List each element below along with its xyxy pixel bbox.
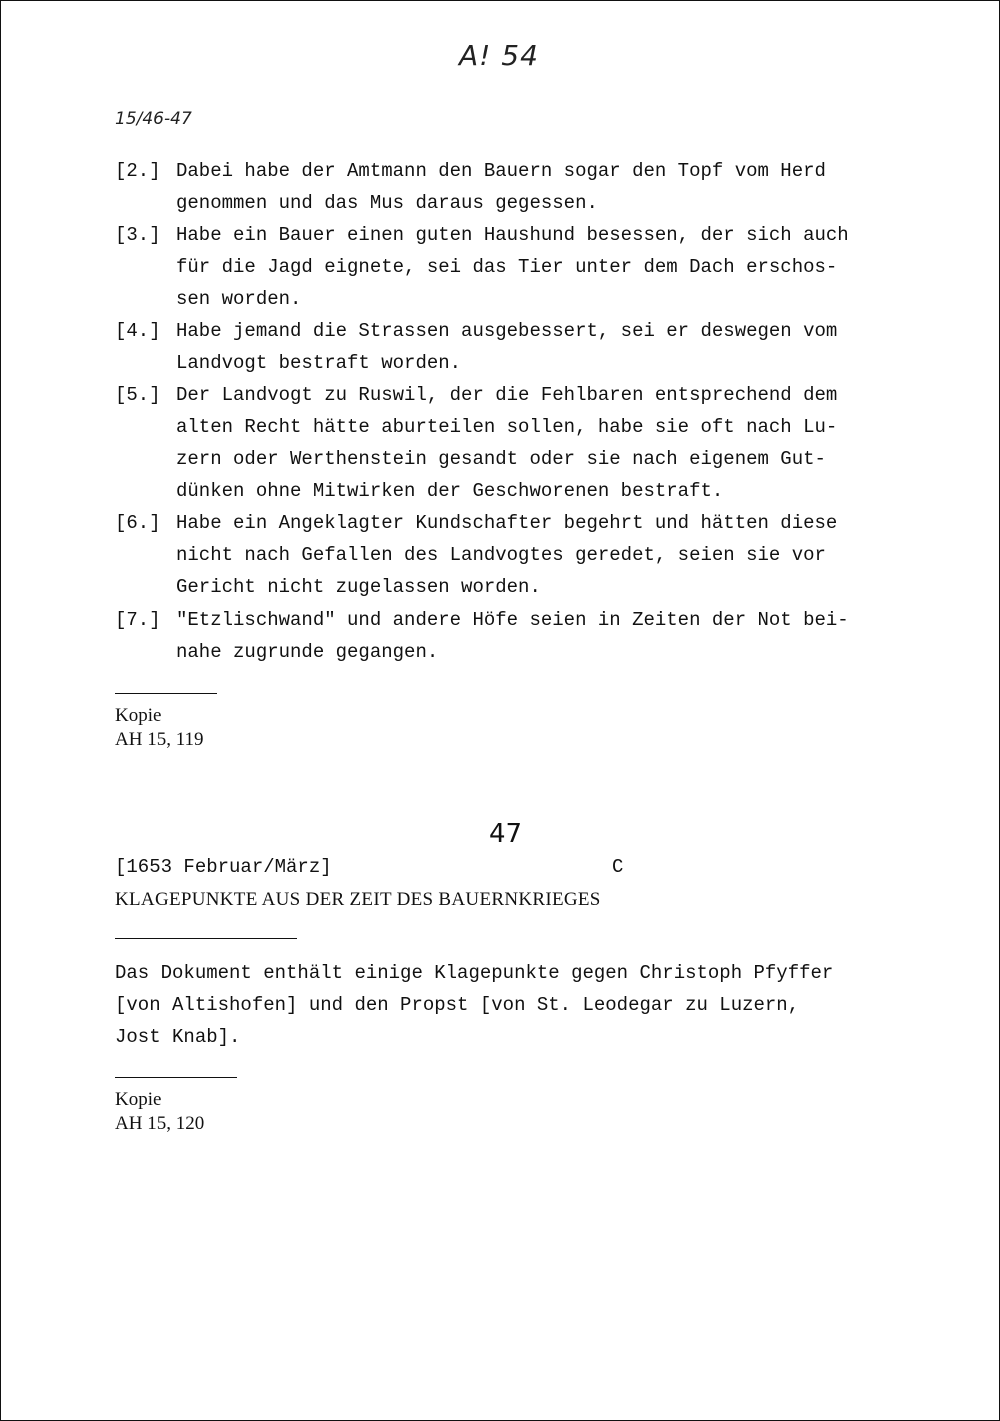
item-line: Habe ein Angeklagter Kundschafter begehrt und hätten diese <box>176 512 838 534</box>
list-item <box>115 219 905 315</box>
archive-mark: A! 54 <box>459 39 539 72</box>
list-item <box>115 155 905 219</box>
item-line: Gericht nicht zugelassen worden. <box>176 576 541 598</box>
description-line: Jost Knab]. <box>115 1026 241 1048</box>
item-line: dünken ohne Mitwirken der Geschworenen bestraft. <box>176 480 724 502</box>
item-number: [3.] <box>115 224 161 246</box>
list-item <box>115 604 905 668</box>
entry-title: KLAGEPUNKTE AUS DER ZEIT DES BAUERNKRIEGES <box>115 889 601 910</box>
item-line: Landvogt bestraft worden. <box>176 352 462 374</box>
page-reference: 15/46-47 <box>115 109 192 129</box>
description-line: Das Dokument enthält einige Klagepunkte gegen Christoph Pfyffer <box>115 962 834 984</box>
item-number: [5.] <box>115 384 161 406</box>
item-number: [7.] <box>115 609 161 631</box>
divider <box>115 1077 237 1078</box>
entry-number: 47 <box>489 819 523 849</box>
source-label: Kopie <box>115 705 162 726</box>
item-line: für die Jagd eignete, sei das Tier unter dem Dach erschos- <box>176 256 838 278</box>
item-line: "Etzlischwand" und andere Höfe seien in Zeiten der Not bei- <box>176 609 849 631</box>
divider <box>115 938 297 939</box>
item-line: nicht nach Gefallen des Landvogtes geredet, seien sie vor <box>176 544 826 566</box>
item-line: genommen und das Mus daraus gegessen. <box>176 192 598 214</box>
item-line: Der Landvogt zu Ruswil, der die Fehlbaren entsprechend dem <box>176 384 838 406</box>
item-number: [2.] <box>115 160 161 182</box>
entry-marker: C <box>612 856 624 878</box>
description-line: [von Altishofen] und den Propst [von St. Leodegar zu Luzern, <box>115 994 800 1016</box>
item-line: Habe ein Bauer einen guten Haushund besessen, der sich auch <box>176 224 849 246</box>
item-line: Habe jemand die Strassen ausgebessert, sei er deswegen vom <box>176 320 838 342</box>
source-label: Kopie <box>115 1089 162 1110</box>
item-line: alten Recht hätte aburteilen sollen, habe sie oft nach Lu- <box>176 416 838 438</box>
item-number: [6.] <box>115 512 161 534</box>
list-item <box>115 507 905 603</box>
item-line: nahe zugrunde gegangen. <box>176 641 439 663</box>
item-line: sen worden. <box>176 288 302 310</box>
entry-date: [1653 Februar/März] <box>115 856 332 878</box>
item-number: [4.] <box>115 320 161 342</box>
divider <box>115 693 217 694</box>
item-line: Dabei habe der Amtmann den Bauern sogar den Topf vom Herd <box>176 160 826 182</box>
entry-description <box>115 957 915 1053</box>
source-reference: AH 15, 119 <box>115 729 204 750</box>
item-line: zern oder Werthenstein gesandt oder sie nach eigenem Gut- <box>176 448 826 470</box>
list-item <box>115 379 905 507</box>
source-reference: AH 15, 120 <box>115 1113 205 1134</box>
list-item <box>115 315 905 379</box>
